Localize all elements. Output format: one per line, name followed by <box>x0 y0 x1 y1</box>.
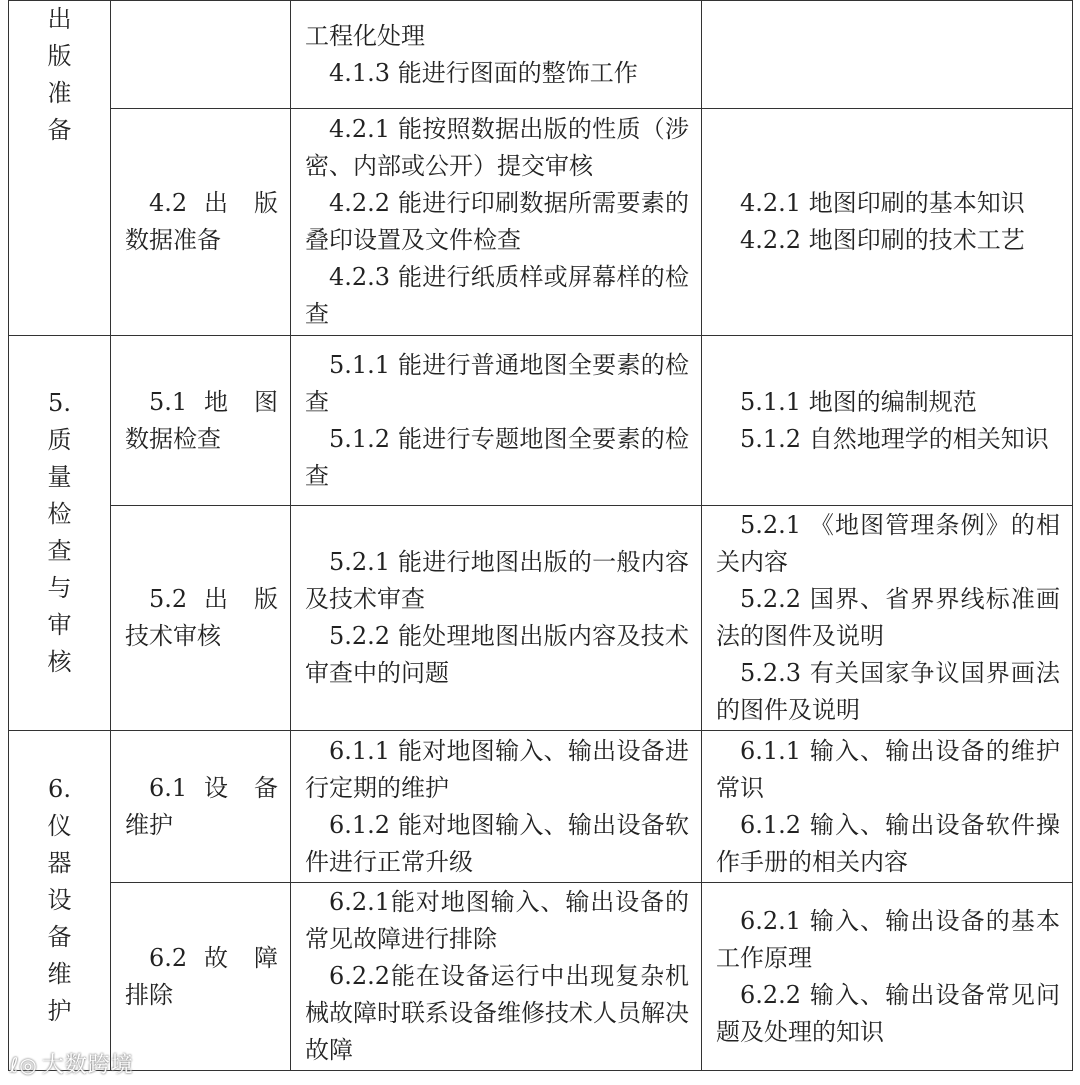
unit-name: 排除 <box>125 980 173 1009</box>
skill-item: 4.2.3 能进行纸质样或屏幕样的检查 <box>305 263 689 328</box>
skill-item: 6.2.2能在设备运行中出现复杂机械故障时联系设备维修技术人员解决故障 <box>305 962 689 1064</box>
table-row <box>9 336 1073 506</box>
unit-number: 5.2 出 版 <box>149 585 278 613</box>
knowledge-item: 6.2.2 输入、输出设备常见问题及处理的知识 <box>716 980 1060 1046</box>
unit-name: 维护 <box>125 810 173 839</box>
skill-item: 4.2.2 能进行印刷数据所需要素的叠印设置及文件检查 <box>305 189 689 254</box>
table-row <box>9 1 1073 109</box>
skill-item: 6.2.1能对地图输入、输出设备的常见故障进行排除 <box>305 888 689 953</box>
table-row <box>9 883 1073 1071</box>
unit-cell <box>111 883 291 1071</box>
knowledge-item: 5.1.1 地图的编制规范 <box>740 387 977 416</box>
skill-requirements-cell <box>291 1 702 109</box>
unit-name: 数据准备 <box>125 226 221 254</box>
unit-cell <box>111 506 291 731</box>
category-cell <box>9 1 111 336</box>
skill-requirements-cell <box>291 731 702 883</box>
knowledge-item: 5.2.2 国界、省界界线标准画法的图件及说明 <box>716 585 1060 650</box>
knowledge-item: 6.1.1 输入、输出设备的维护常识 <box>716 736 1060 802</box>
skill-requirements-cell <box>291 336 702 506</box>
unit-number: 4.2 出 版 <box>149 189 278 217</box>
skill-item: 4.2.1 能按照数据出版的性质（涉密、内部或公开）提交审核 <box>305 115 689 180</box>
unit-cell <box>111 1 291 109</box>
unit-name: 技术审核 <box>125 622 221 650</box>
table-body <box>9 1 1073 1071</box>
knowledge-item: 5.1.2 自然地理学的相关知识 <box>740 424 1049 453</box>
knowledge-cell <box>702 883 1073 1071</box>
knowledge-cell <box>702 336 1073 506</box>
table-row <box>9 109 1073 336</box>
category-cell <box>9 336 111 731</box>
table-row <box>9 731 1073 883</box>
watermark-logo-icon: ℓ◎ <box>10 1053 38 1077</box>
knowledge-item: 5.2.1 《地图管理条例》的相关内容 <box>716 511 1060 576</box>
standards-table <box>8 0 1073 1071</box>
unit-cell <box>111 731 291 883</box>
unit-number: 6.2 故 障 <box>149 943 278 972</box>
skill-item: 6.1.1 能对地图输入、输出设备进行定期的维护 <box>305 736 689 802</box>
knowledge-item: 5.2.3 有关国家争议国界画法的图件及说明 <box>716 659 1060 724</box>
skill-item: 4.1.3 能进行图面的整饰工作 <box>329 58 638 87</box>
category-cell <box>9 731 111 1071</box>
skill-requirements-cell <box>291 109 702 336</box>
table-row <box>9 506 1073 731</box>
knowledge-item: 4.2.1 地图印刷的基本知识 <box>740 189 1025 217</box>
unit-name: 数据检查 <box>125 424 221 453</box>
skill-item: 6.1.2 能对地图输入、输出设备软件进行正常升级 <box>305 810 689 876</box>
knowledge-cell <box>702 109 1073 336</box>
unit-number: 5.1 地 图 <box>149 387 278 416</box>
skill-item: 5.2.2 能处理地图出版内容及技术审查中的问题 <box>305 622 689 687</box>
skill-requirements-cell <box>291 506 702 731</box>
knowledge-item: 6.1.2 输入、输出设备软件操作手册的相关内容 <box>716 810 1060 876</box>
knowledge-cell <box>702 731 1073 883</box>
category-label: 6.仪器设备维护 <box>47 775 72 1025</box>
skill-item: 5.1.1 能进行普通地图全要素的检查 <box>305 350 689 416</box>
knowledge-cell <box>702 1 1073 109</box>
unit-number: 6.1 设 备 <box>149 773 278 802</box>
watermark <box>10 1048 134 1079</box>
watermark-text: 大数跨境 <box>41 1053 134 1078</box>
skill-requirements-cell <box>291 883 702 1071</box>
unit-cell <box>111 109 291 336</box>
category-label: 出版准备 <box>47 5 72 144</box>
skill-item: 工程化处理 <box>305 21 425 50</box>
knowledge-cell <box>702 506 1073 731</box>
skill-item: 5.1.2 能进行专题地图全要素的检查 <box>305 424 689 490</box>
skill-item: 5.2.1 能进行地图出版的一般内容及技术审查 <box>305 548 689 613</box>
category-label: 5.质量检查与审核 <box>47 389 72 676</box>
unit-cell <box>111 336 291 506</box>
knowledge-item: 4.2.2 地图印刷的技术工艺 <box>740 226 1025 254</box>
knowledge-item: 6.2.1 输入、输出设备的基本工作原理 <box>716 906 1060 972</box>
